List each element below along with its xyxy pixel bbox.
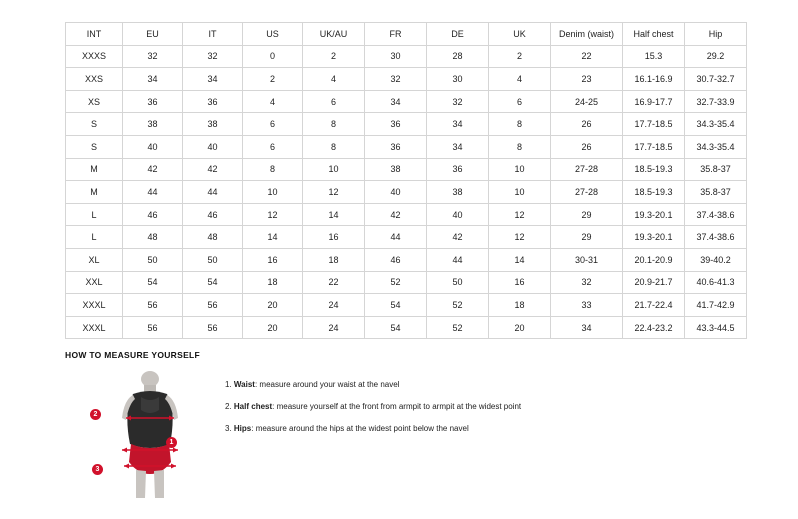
table-cell: 30.7-32.7 xyxy=(685,68,747,91)
table-cell: L xyxy=(66,226,123,249)
table-cell: 54 xyxy=(365,316,427,339)
table-cell: 46 xyxy=(365,248,427,271)
table-row xyxy=(66,203,747,226)
mannequin-illustration xyxy=(100,370,200,500)
table-cell: 29.2 xyxy=(685,45,747,68)
table-cell: 16 xyxy=(303,226,365,249)
table-cell: S xyxy=(66,135,123,158)
table-cell: 50 xyxy=(183,248,243,271)
instruction-term: Hips xyxy=(233,423,252,433)
table-cell: XXXS xyxy=(66,45,123,68)
table-cell: 34 xyxy=(123,68,183,91)
table-row xyxy=(66,226,747,249)
table-cell: 36 xyxy=(365,135,427,158)
table-cell: 24 xyxy=(303,316,365,339)
table-cell: XXXL xyxy=(66,316,123,339)
table-cell: 18 xyxy=(489,294,551,317)
size-chart-table xyxy=(65,22,747,339)
table-cell: 34 xyxy=(427,113,489,136)
table-cell: 10 xyxy=(489,181,551,204)
table-cell: 34.3-35.4 xyxy=(685,113,747,136)
column-header-eu: EU xyxy=(123,23,183,46)
table-cell: 18 xyxy=(243,271,303,294)
table-header-row xyxy=(66,23,747,46)
instruction-term: Half chest xyxy=(233,401,273,411)
measure-instruction xyxy=(225,380,521,391)
table-cell: 20.1-20.9 xyxy=(623,248,685,271)
table-row xyxy=(66,113,747,136)
instruction-number: 3. xyxy=(225,423,232,433)
table-cell: XXL xyxy=(66,271,123,294)
table-cell: 56 xyxy=(183,316,243,339)
table-cell: 26 xyxy=(551,113,623,136)
column-header-uk-au: UK/AU xyxy=(303,23,365,46)
table-cell: 38 xyxy=(365,158,427,181)
table-cell: 4 xyxy=(303,68,365,91)
table-cell: 54 xyxy=(123,271,183,294)
table-cell: 12 xyxy=(243,203,303,226)
table-cell: 38 xyxy=(427,181,489,204)
table-cell: 14 xyxy=(303,203,365,226)
table-cell: 12 xyxy=(303,181,365,204)
table-cell: 10 xyxy=(243,181,303,204)
table-cell: 44 xyxy=(123,181,183,204)
table-cell: 27-28 xyxy=(551,158,623,181)
table-cell: 33 xyxy=(551,294,623,317)
instruction-number: 2. xyxy=(225,401,232,411)
table-cell: 34.3-35.4 xyxy=(685,135,747,158)
table-cell: 10 xyxy=(303,158,365,181)
table-cell: 2 xyxy=(243,68,303,91)
table-cell: 40 xyxy=(427,203,489,226)
table-cell: 18 xyxy=(303,248,365,271)
column-header-hip: Hip xyxy=(685,23,747,46)
table-cell: 52 xyxy=(365,271,427,294)
table-cell: 48 xyxy=(183,226,243,249)
table-cell: 2 xyxy=(303,45,365,68)
table-cell: 40.6-41.3 xyxy=(685,271,747,294)
column-header-us: US xyxy=(243,23,303,46)
table-cell: 30 xyxy=(365,45,427,68)
table-cell: 30 xyxy=(427,68,489,91)
table-cell: 42 xyxy=(183,158,243,181)
table-cell: 46 xyxy=(123,203,183,226)
table-cell: 44 xyxy=(427,248,489,271)
mannequin-figure xyxy=(90,370,200,500)
table-cell: 16 xyxy=(489,271,551,294)
table-cell: 40 xyxy=(123,135,183,158)
table-cell: 39-40.2 xyxy=(685,248,747,271)
table-row xyxy=(66,248,747,271)
table-cell: 14 xyxy=(489,248,551,271)
table-row xyxy=(66,68,747,91)
table-cell: 42 xyxy=(123,158,183,181)
table-cell: XXXL xyxy=(66,294,123,317)
table-cell: 20.9-21.7 xyxy=(623,271,685,294)
table-cell: 16.9-17.7 xyxy=(623,90,685,113)
table-cell: 20 xyxy=(489,316,551,339)
instruction-term: Waist xyxy=(233,380,255,389)
table-cell: 12 xyxy=(489,226,551,249)
table-cell: 43.3-44.5 xyxy=(685,316,747,339)
table-cell: 24 xyxy=(303,294,365,317)
table-cell: 34 xyxy=(183,68,243,91)
table-cell: 18.5-19.3 xyxy=(623,181,685,204)
table-cell: 46 xyxy=(183,203,243,226)
table-cell: 28 xyxy=(427,45,489,68)
table-cell: 38 xyxy=(183,113,243,136)
table-row xyxy=(66,294,747,317)
instruction-number: 1. xyxy=(225,380,232,389)
table-cell: 4 xyxy=(489,68,551,91)
table-cell: 36 xyxy=(365,113,427,136)
table-cell: 32 xyxy=(183,45,243,68)
table-cell: 52 xyxy=(427,294,489,317)
table-cell: 10 xyxy=(489,158,551,181)
table-cell: XS xyxy=(66,90,123,113)
table-cell: 14 xyxy=(243,226,303,249)
table-cell: 24-25 xyxy=(551,90,623,113)
column-header-de: DE xyxy=(427,23,489,46)
table-cell: 36 xyxy=(123,90,183,113)
column-header-fr: FR xyxy=(365,23,427,46)
table-cell: 20 xyxy=(243,294,303,317)
table-cell: 48 xyxy=(123,226,183,249)
table-cell: 18.5-19.3 xyxy=(623,158,685,181)
table-cell: 37.4-38.6 xyxy=(685,226,747,249)
table-cell: 21.7-22.4 xyxy=(623,294,685,317)
table-row xyxy=(66,90,747,113)
table-cell: 15.3 xyxy=(623,45,685,68)
column-header-it: IT xyxy=(183,23,243,46)
table-row xyxy=(66,158,747,181)
table-cell: 26 xyxy=(551,135,623,158)
table-cell: 6 xyxy=(489,90,551,113)
table-cell: 56 xyxy=(183,294,243,317)
table-cell: 50 xyxy=(123,248,183,271)
table-cell: 22 xyxy=(303,271,365,294)
table-cell: 29 xyxy=(551,226,623,249)
table-cell: 34 xyxy=(551,316,623,339)
table-row xyxy=(66,135,747,158)
table-cell: 56 xyxy=(123,294,183,317)
table-cell: 40 xyxy=(365,181,427,204)
column-header-half-chest: Half chest xyxy=(623,23,685,46)
table-cell: 8 xyxy=(303,135,365,158)
measure-marker-1: 1 xyxy=(166,437,177,448)
measure-instruction xyxy=(225,402,521,413)
table-cell: 8 xyxy=(243,158,303,181)
table-cell: 36 xyxy=(183,90,243,113)
table-cell: 19.3-20.1 xyxy=(623,203,685,226)
table-cell: 22 xyxy=(551,45,623,68)
table-cell: 30-31 xyxy=(551,248,623,271)
table-cell: 54 xyxy=(365,294,427,317)
table-cell: 16.1-16.9 xyxy=(623,68,685,91)
table-cell: 0 xyxy=(243,45,303,68)
table-cell: L xyxy=(66,203,123,226)
instruction-text: : measure around your waist at the navel xyxy=(254,380,400,389)
table-cell: 2 xyxy=(489,45,551,68)
table-cell: 38 xyxy=(123,113,183,136)
table-cell: 37.4-38.6 xyxy=(685,203,747,226)
table-cell: 42 xyxy=(365,203,427,226)
how-to-measure-section xyxy=(65,350,735,500)
table-row xyxy=(66,45,747,68)
table-cell: 32 xyxy=(365,68,427,91)
table-cell: 8 xyxy=(489,135,551,158)
table-cell: 42 xyxy=(427,226,489,249)
measure-marker-2: 2 xyxy=(90,409,101,420)
table-cell: 12 xyxy=(489,203,551,226)
table-cell: XL xyxy=(66,248,123,271)
table-cell: 29 xyxy=(551,203,623,226)
table-cell: 19.3-20.1 xyxy=(623,226,685,249)
table-cell: 34 xyxy=(365,90,427,113)
table-cell: 52 xyxy=(427,316,489,339)
table-row xyxy=(66,181,747,204)
table-cell: 41.7-42.9 xyxy=(685,294,747,317)
table-cell: 6 xyxy=(243,113,303,136)
how-to-measure-body xyxy=(65,370,735,500)
table-cell: 17.7-18.5 xyxy=(623,113,685,136)
table-cell: 17.7-18.5 xyxy=(623,135,685,158)
table-cell: 34 xyxy=(427,135,489,158)
table-row xyxy=(66,271,747,294)
measure-marker-3: 3 xyxy=(92,464,103,475)
how-to-measure-title: HOW TO MEASURE YOURSELF xyxy=(65,350,201,360)
table-cell: 16 xyxy=(243,248,303,271)
table-cell: S xyxy=(66,113,123,136)
table-cell: 22.4-23.2 xyxy=(623,316,685,339)
table-cell: 32 xyxy=(123,45,183,68)
table-cell: 35.8-37 xyxy=(685,158,747,181)
table-cell: 8 xyxy=(303,113,365,136)
table-cell: 56 xyxy=(123,316,183,339)
column-header-denim-waist: Denim (waist) xyxy=(551,23,623,46)
table-cell: 27-28 xyxy=(551,181,623,204)
table-cell: 23 xyxy=(551,68,623,91)
table-row xyxy=(66,316,747,339)
table-cell: M xyxy=(66,158,123,181)
table-cell: XXS xyxy=(66,68,123,91)
table-cell: 32 xyxy=(551,271,623,294)
table-cell: 40 xyxy=(183,135,243,158)
table-cell: 36 xyxy=(427,158,489,181)
table-cell: 44 xyxy=(183,181,243,204)
column-header-int: INT xyxy=(66,23,123,46)
table-cell: 35.8-37 xyxy=(685,181,747,204)
table-cell: 4 xyxy=(243,90,303,113)
measure-instructions-list xyxy=(225,370,521,445)
measure-instruction xyxy=(225,424,521,435)
instruction-text: : measure yourself at the front from armpit to armpit at the widest point xyxy=(272,401,522,411)
table-cell: 8 xyxy=(489,113,551,136)
table-cell: 32 xyxy=(427,90,489,113)
table-cell: 6 xyxy=(303,90,365,113)
table-cell: 54 xyxy=(183,271,243,294)
table-cell: 44 xyxy=(365,226,427,249)
column-header-uk: UK xyxy=(489,23,551,46)
table-cell: 32.7-33.9 xyxy=(685,90,747,113)
instruction-text: : measure around the hips at the widest point below the navel xyxy=(251,423,469,433)
table-cell: 50 xyxy=(427,271,489,294)
table-cell: 6 xyxy=(243,135,303,158)
table-cell: 20 xyxy=(243,316,303,339)
table-cell: M xyxy=(66,181,123,204)
size-chart-container xyxy=(65,22,733,339)
